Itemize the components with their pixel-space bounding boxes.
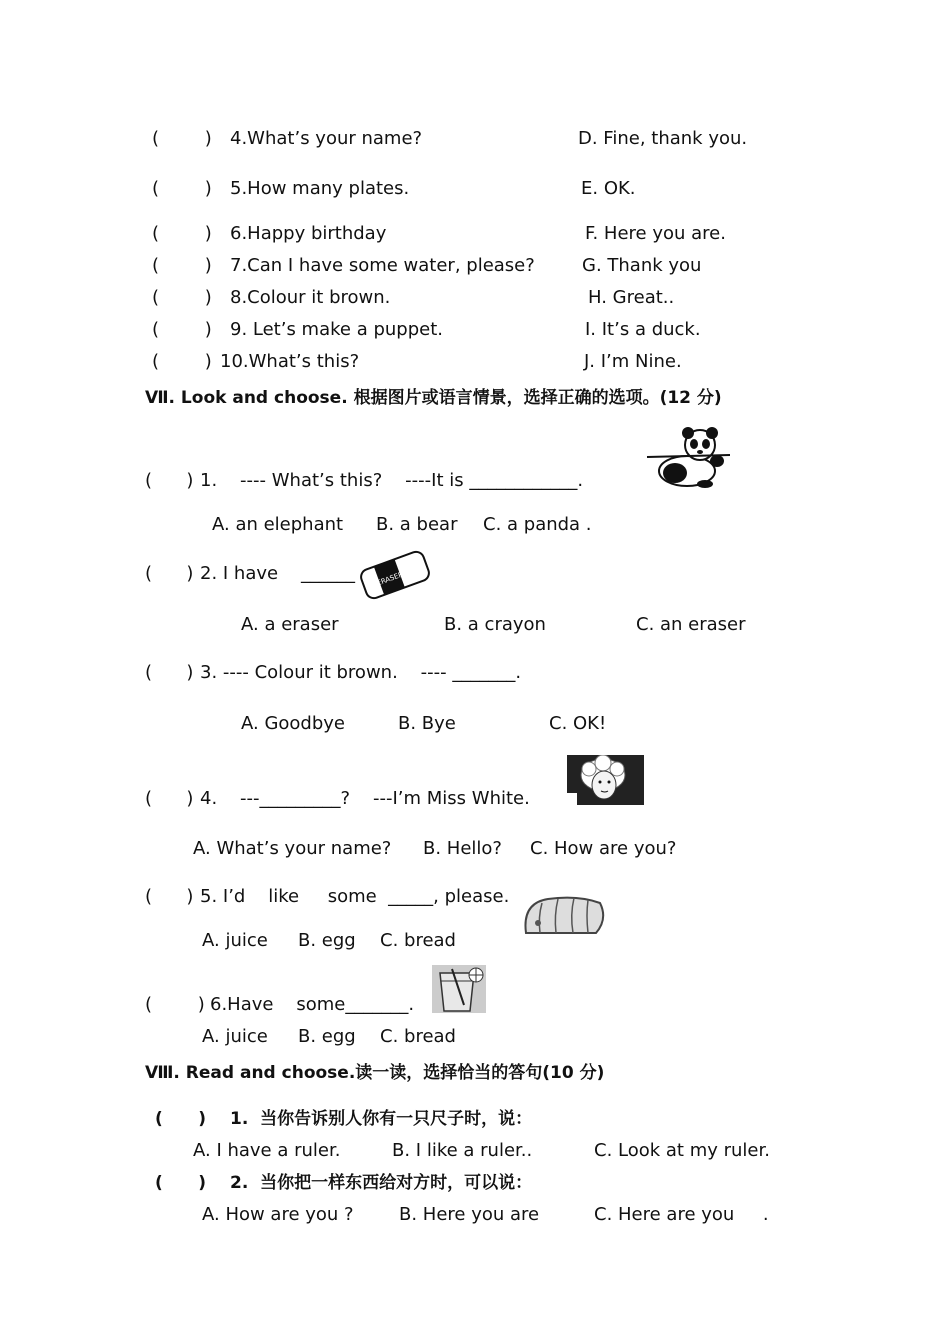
question-q9: 9. Let’s make a puppet. — [230, 319, 443, 340]
question-q4: 4.What’s your name? — [230, 128, 423, 149]
s7-q1-option-b: B. a bear — [376, 514, 458, 535]
s7-q5-option-c: C. bread — [380, 930, 456, 951]
answer-g: G. Thank you — [582, 255, 702, 276]
miss-white-image — [567, 755, 644, 805]
section7-heading: Ⅶ. Look and choose. 根据图片或语言情景，选择正确的选项。(12 分) — [145, 388, 722, 408]
s8-q1-option-c: C. Look at my ruler. — [594, 1140, 770, 1161]
s7-q3-option-a: A. Goodbye — [241, 713, 345, 734]
s7-q6-option-c: C. bread — [380, 1026, 456, 1047]
svg-text:ERASER: ERASER — [375, 570, 405, 588]
eraser-image — [356, 546, 434, 604]
s7-paren-q6[interactable]: ( ) — [145, 994, 205, 1015]
s7-q2-option-a: A. a eraser — [241, 614, 339, 635]
s8-q2-option-c: C. Here are you . — [594, 1204, 769, 1225]
answer-e: E. OK. — [581, 178, 636, 199]
s7-q6-option-a: A. juice — [202, 1026, 268, 1047]
s7-q4-option-b: B. Hello? — [423, 838, 502, 859]
s7-paren-q1[interactable]: ( ) — [145, 470, 194, 491]
s7-q2-option-c: C. an eraser — [636, 614, 746, 635]
s7-q4-option-c: C. How are you? — [530, 838, 677, 859]
s7-question-q4: 4. ---_________? ---I’m Miss White. — [200, 788, 530, 809]
paren-q5[interactable]: ( ) — [152, 178, 212, 199]
question-q8: 8.Colour it brown. — [230, 287, 391, 308]
s7-paren-q4[interactable]: ( ) — [145, 788, 194, 809]
paren-q8[interactable]: ( ) — [152, 287, 212, 308]
answer-f: F. Here you are. — [585, 223, 726, 244]
answer-i: I. It’s a duck. — [585, 319, 701, 340]
s7-q1-option-a: A. an elephant — [212, 514, 344, 535]
s7-question-q6: 6.Have some_______. — [210, 994, 415, 1015]
answer-h: H. Great.. — [588, 287, 675, 308]
answer-d: D. Fine, thank you. — [578, 128, 748, 149]
question-q5: 5.How many plates. — [230, 178, 410, 199]
s7-q6-option-b: B. egg — [298, 1026, 356, 1047]
s7-q5-option-a: A. juice — [202, 930, 268, 951]
s8-paren-q2[interactable]: ( ) — [155, 1173, 207, 1193]
s7-q2-option-b: B. a crayon — [444, 614, 546, 635]
s7-paren-q3[interactable]: ( ) — [145, 662, 194, 683]
paren-q9[interactable]: ( ) — [152, 319, 212, 340]
answer-j: J. I’m Nine. — [584, 351, 682, 372]
s8-question-q1: 1. 当你告诉别人你有一只尺子时，说： — [230, 1109, 533, 1129]
paren-q7[interactable]: ( ) — [152, 255, 212, 276]
s7-q4-option-a: A. What’s your name? — [193, 838, 392, 859]
s8-question-q2: 2. 当你把一样东西给对方时，可以说： — [230, 1173, 533, 1193]
question-q10: 10.What’s this? — [220, 351, 360, 372]
s8-q1-option-a: A. I have a ruler. — [193, 1140, 341, 1161]
s7-question-q2: 2. I have ______ — [200, 563, 355, 584]
s8-paren-q1[interactable]: ( ) — [155, 1109, 207, 1129]
s8-q2-option-b: B. Here you are — [399, 1204, 540, 1225]
s7-question-q3: 3. ---- Colour it brown. ---- _______. — [200, 662, 522, 683]
panda-image — [645, 427, 730, 489]
paren-q10[interactable]: ( ) — [152, 351, 212, 372]
paren-q6[interactable]: ( ) — [152, 223, 212, 244]
section8-heading: Ⅷ. Read and choose.读一读，选择恰当的答句(10 分) — [145, 1063, 605, 1083]
s7-paren-q5[interactable]: ( ) — [145, 886, 194, 907]
s7-q5-option-b: B. egg — [298, 930, 356, 951]
s7-q1-option-c: C. a panda . — [483, 514, 592, 535]
bread-image — [518, 893, 608, 941]
paren-q4[interactable]: ( ) — [152, 128, 212, 149]
s8-q2-option-a: A. How are you ? — [202, 1204, 354, 1225]
s7-question-q1: 1. ---- What’s this? ----It is ____________. — [200, 470, 584, 491]
juice-image — [432, 965, 486, 1013]
s8-q1-option-b: B. I like a ruler.. — [392, 1140, 533, 1161]
question-q6: 6.Happy birthday — [230, 223, 387, 244]
s7-paren-q2[interactable]: ( ) — [145, 563, 194, 584]
s7-question-q5: 5. I’d like some _____, please. — [200, 886, 510, 907]
question-q7: 7.Can I have some water, please? — [230, 255, 535, 276]
s7-q3-option-b: B. Bye — [398, 713, 456, 734]
s7-q3-option-c: C. OK! — [549, 713, 607, 734]
